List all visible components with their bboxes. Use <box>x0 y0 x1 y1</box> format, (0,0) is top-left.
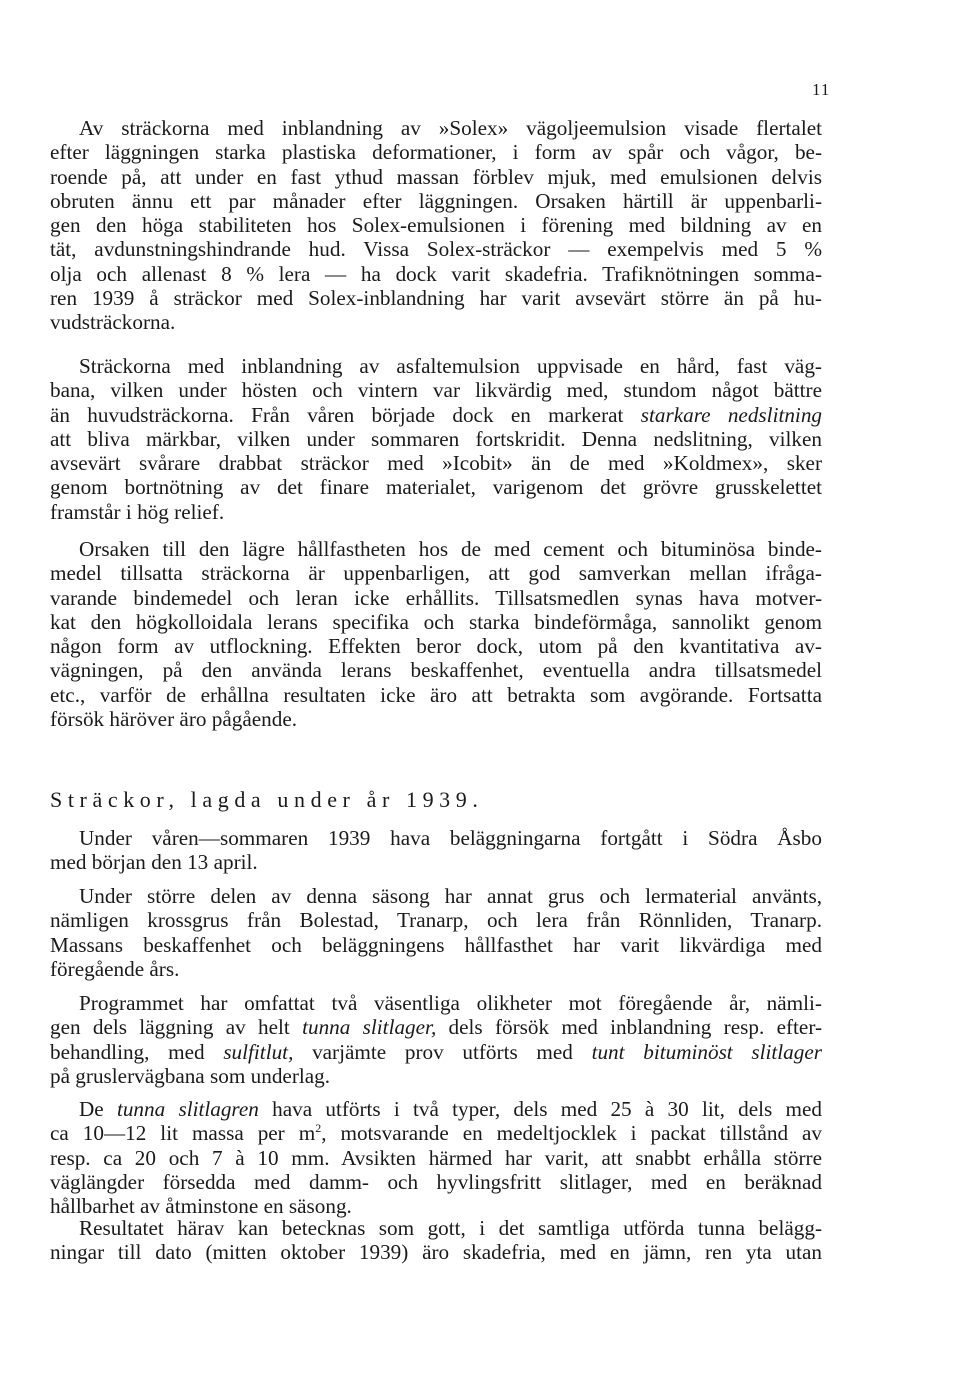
paragraph-orsaken <box>50 537 822 731</box>
text-line: försök häröver äro pågående. <box>50 707 298 732</box>
paragraph-varen <box>50 826 822 875</box>
paragraph-grus <box>50 884 822 981</box>
text-run: , motsvarande en medeltjocklek i packat tillstånd av <box>321 1121 823 1146</box>
italic-emphasis: tunna slitlagren <box>116 1097 259 1121</box>
text-line: medel tillsatta sträckorna är uppenbarligen, att god samverkan mellan ifråga- <box>50 561 822 586</box>
text-line <box>50 1097 822 1121</box>
text-line: vägningen, på den använda lerans beskaffenhet, eventuella andra tillsatsmedel <box>50 658 822 683</box>
text-run: dels försök med inblandning resp. efter- <box>436 1015 823 1040</box>
text-line: Under våren—sommaren 1939 hava beläggningarna fortgått i Södra Åsbo <box>79 826 822 850</box>
text-line <box>50 1121 822 1145</box>
superscript: 2 <box>315 1121 322 1136</box>
text-run: hava utförts i två typer, dels med 25 à 30 lit, dels med <box>258 1097 822 1121</box>
text-line: genom bortnötning av det finare materialet, varigenom det grövre grusskelettet <box>50 475 822 500</box>
paragraph-asfaltemulsion <box>50 354 822 524</box>
text-line: Av sträckorna med inblandning av »Solex» vägoljeemulsion visade flertalet <box>79 116 822 140</box>
text-line: roende på, att under en fast ythud massan förblev mjuk, med emulsionen delvis <box>50 164 822 189</box>
text-line <box>50 1040 822 1064</box>
text-line: obruten ännu ett par månader efter läggningen. Orsaken härtill är uppenbarli- <box>50 188 822 213</box>
text-line: framstår i hög relief. <box>50 499 225 524</box>
section-heading: Sträckor, lagda under år 1939. <box>50 787 484 812</box>
text-run: De <box>79 1097 117 1121</box>
text-line: kat den högkolloidala lerans specifika och starka bindeförmåga, sannolikt genom <box>50 609 822 634</box>
text-line: med början den 13 april. <box>50 850 258 875</box>
text-line: varande bindemedel och leran icke erhållits. Tillsatsmedlen synas hava motver- <box>50 585 822 610</box>
text-line: avsevärt svårare drabbat sträckor med »Icobit» än de med »Koldmex», sker <box>50 451 822 476</box>
text-run: ca 10—12 lit massa per m <box>50 1121 316 1146</box>
text-line: ningar till dato (mitten oktober 1939) äro skadefria, med en jämn, ren yta utan <box>50 1240 822 1265</box>
text-line: Under större delen av denna säsong har annat grus och lermaterial använts, <box>79 884 822 908</box>
text-line: resp. ca 20 och 7 à 10 mm. Avsikten härmed har varit, att snabbt erhålla större <box>50 1145 822 1170</box>
text-line: nämligen krossgrus från Bolestad, Tranarp, och lera från Rönnliden, Tranarp. <box>50 908 822 933</box>
text-line: efter läggningen starka plastiska deformationer, i form av spår och vågor, be- <box>50 140 822 165</box>
text-run: gen dels läggning av helt <box>50 1015 303 1040</box>
text-line: tät, avdunstningshindrande hud. Vissa Solex-sträckor — exempelvis med 5 % <box>50 237 822 262</box>
page-number: 11 <box>812 80 831 99</box>
text-line <box>50 403 822 427</box>
text-line: ren 1939 å sträckor med Solex-inblandning har varit avsevärt större än på hu- <box>50 286 822 311</box>
text-line: föregående års. <box>50 956 180 981</box>
text-line: Sträckorna med inblandning av asfaltemulsion uppvisade en hård, fast väg- <box>79 354 822 378</box>
text-line: bana, vilken under hösten och vintern var likvärdig med, stundom något bättre <box>50 378 822 403</box>
text-line: någon form av utflockning. Effekten beror dock, utom på den kvantitativa av- <box>50 634 822 659</box>
italic-emphasis: tunt bituminöst slitlager <box>591 1039 823 1064</box>
text-line: etc., varför de erhållna resultaten icke äro att betrakta som avgörande. Fortsatta <box>50 682 822 707</box>
text-run: behandling, med <box>50 1039 224 1064</box>
text-line: vudsträckorna. <box>50 310 176 335</box>
text-line: olja och allenast 8 % lera — ha dock varit skadefria. Trafiknötningen somma- <box>50 261 822 286</box>
text-line: gen den höga stabiliteten hos Solex-emulsionen i förening med bildning av en <box>50 213 822 238</box>
text-line: hållbarhet av åtminstone en säsong. <box>50 1194 352 1219</box>
paragraph-tunna-slitlagren <box>50 1097 822 1218</box>
paragraph-solex <box>50 116 822 335</box>
italic-emphasis: sulfitlut, <box>223 1039 294 1064</box>
text-line: Massans beskaffenhet och beläggningens hållfasthet har varit likvärdiga med <box>50 932 822 957</box>
text-line: väglängder försedda med damm- och hyvlingsfritt slitlager, med en beräknad <box>50 1169 822 1194</box>
text-line: Orsaken till den lägre hållfastheten hos de med cement och bituminösa binde- <box>79 537 822 561</box>
text-run: än huvudsträckorna. Från våren började dock en markerat <box>50 402 641 427</box>
paragraph-resultatet <box>50 1216 822 1265</box>
text-line: Resultatet härav kan betecknas som gott, i det samtliga utförda tunna belägg- <box>79 1216 822 1240</box>
italic-emphasis: tunna slitlager, <box>302 1015 437 1040</box>
text-line: på gruslervägbana som underlag. <box>50 1063 331 1088</box>
italic-emphasis: starkare nedslitning <box>640 402 823 427</box>
text-line <box>50 1015 822 1039</box>
text-run: varjämte prov utförts med <box>293 1039 592 1064</box>
paragraph-programmet <box>50 991 822 1088</box>
text-line: att bliva märkbar, vilken under sommaren fortskridit. Denna nedslitning, vilken <box>50 426 822 451</box>
text-line: Programmet har omfattat två väsentliga olikheter mot föregående år, nämli- <box>79 991 822 1015</box>
